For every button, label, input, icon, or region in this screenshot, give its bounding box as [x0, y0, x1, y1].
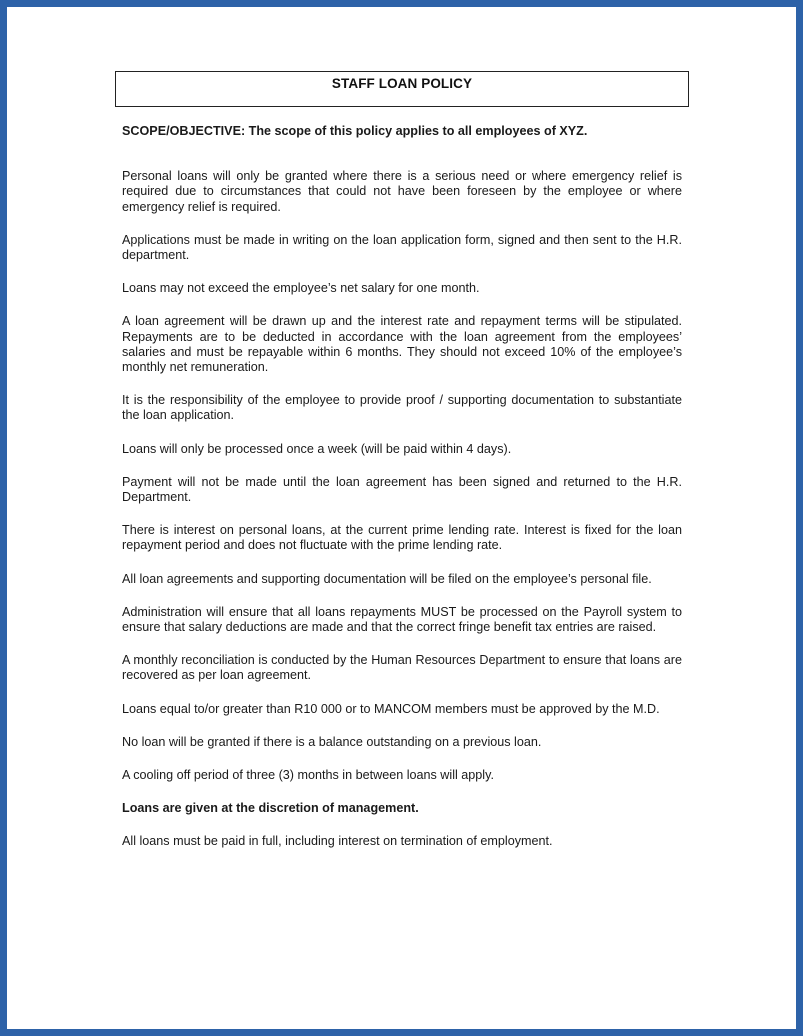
paragraph-interest: There is interest on personal loans, at the current prime lending rate. Interest is fixed for the loan repayment period and does not fluctuate with the prime lending rate.	[122, 523, 682, 553]
document-page	[7, 7, 796, 1029]
paragraph-supporting-docs: It is the responsibility of the employee to provide proof / supporting documentation to substantiate the loan application.	[122, 393, 682, 423]
paragraph-reconciliation: A monthly reconciliation is conducted by the Human Resources Department to ensure that loans are recovered as per loan agreement.	[122, 653, 682, 683]
paragraph-loan-agreement: A loan agreement will be drawn up and the interest rate and repayment terms will be stipulated. Repayments are to be deducted in accordance with the loan agreement from the employees’ salaries and must be repayable within 6 months. They should not exceed 10% of the employee’s monthly net remuneration.	[122, 314, 682, 375]
scope-objective: SCOPE/OBJECTIVE: The scope of this policy applies to all employees of XYZ.	[122, 124, 588, 138]
paragraph-approval: Loans equal to/or greater than R10 000 or to MANCOM members must be approved by the M.D.	[122, 701, 660, 716]
paragraph-loan-limit: Loans may not exceed the employee’s net salary for one month.	[122, 281, 480, 296]
paragraph-payment: Payment will not be made until the loan agreement has been signed and returned to the H.R. Department.	[122, 474, 682, 505]
document-body	[122, 124, 682, 850]
paragraph-filing: All loan agreements and supporting documentation will be filed on the employee’s personal file.	[122, 571, 652, 586]
paragraph-outstanding-balance: No loan will be granted if there is a balance outstanding on a previous loan.	[122, 734, 542, 749]
paragraph-discretion: Loans are given at the discretion of management.	[122, 801, 419, 816]
paragraph-cooling-off: A cooling off period of three (3) months in between loans will apply.	[122, 768, 494, 783]
paragraph-termination: All loans must be paid in full, including interest on termination of employment.	[122, 834, 553, 849]
paragraph-personal-loans: Personal loans will only be granted where there is a serious need or where emergency relief is required due to circumstances that could not have been foreseen by the employee or where emergency relief is required.	[122, 169, 682, 214]
paragraph-applications: Applications must be made in writing on the loan application form, signed and then sent to the H.R. department.	[122, 232, 682, 263]
title-box	[115, 71, 689, 107]
paragraph-payroll: Administration will ensure that all loans repayments MUST be processed on the Payroll system to ensure that salary deductions are made and that the correct fringe benefit tax entries are raised.	[122, 604, 682, 635]
document-title: STAFF LOAN POLICY	[331, 76, 473, 91]
paragraph-processing: Loans will only be processed once a week (will be paid within 4 days).	[122, 441, 512, 456]
